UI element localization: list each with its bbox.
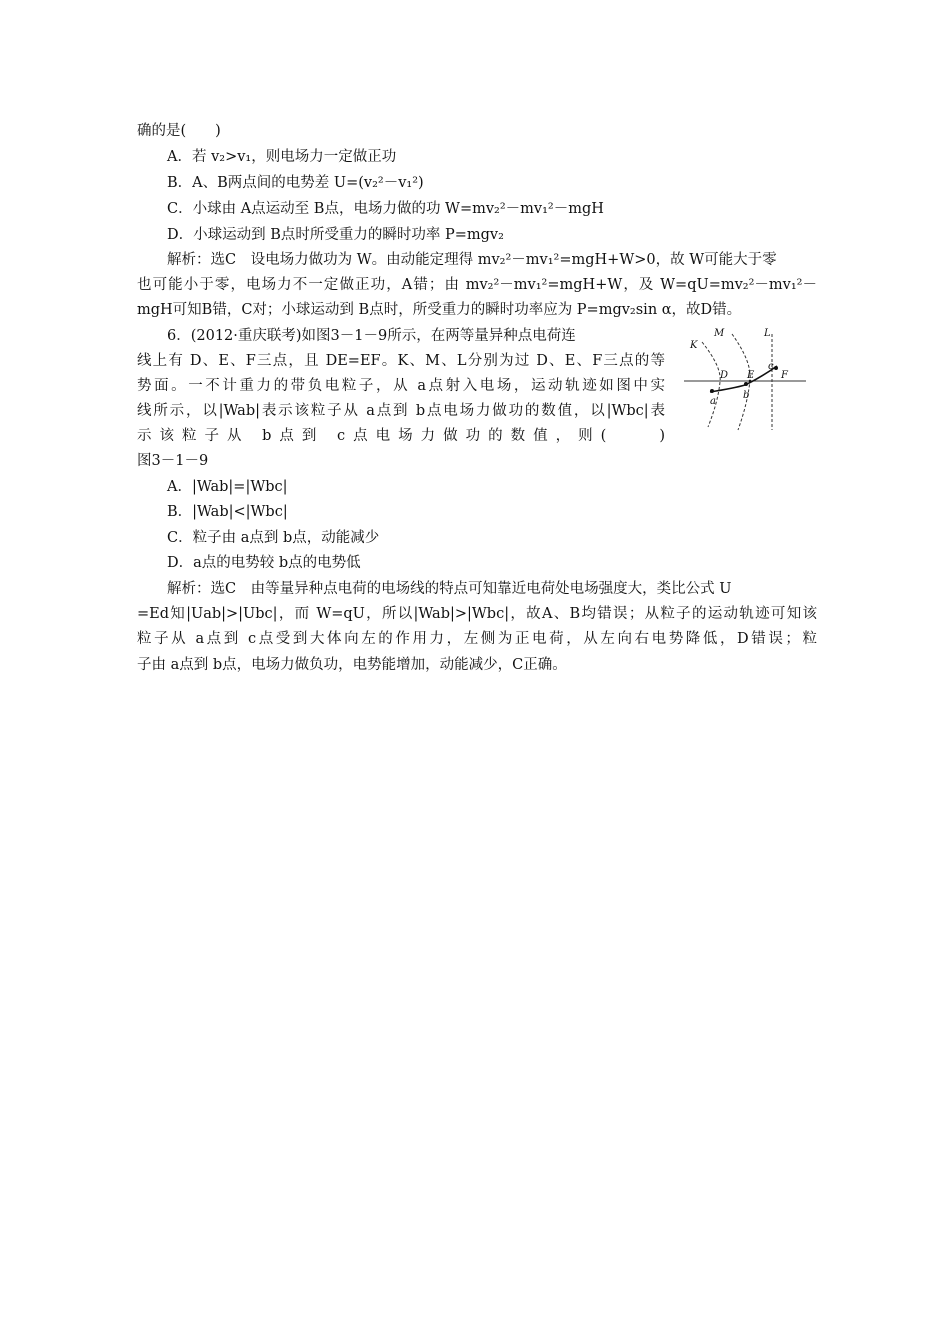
equipotential-k xyxy=(702,342,720,427)
question-line: 线上有 D、E、F三点，且 DE=EF。K、M、L分别为过 D、E、F三点的等 xyxy=(137,353,665,369)
option-c: C．粒子由 a点到 b点，动能减少 xyxy=(167,530,380,546)
question-line: 示该粒子从 b点到 c点电场力做功的数值，则( ) xyxy=(137,428,665,444)
option-a: A．|Wab|=|Wbc| xyxy=(167,479,288,495)
analysis-line: 子由 a点到 b点，电场力做负功，电势能增加，动能减少，C正确。 xyxy=(137,657,567,673)
label-l: L xyxy=(764,328,771,339)
question-line: 势面。一不计重力的带负电粒子，从 a点射入电场，运动轨迹如图中实 xyxy=(137,378,665,394)
point-c xyxy=(774,366,778,370)
option-b: B．|Wab|<|Wbc| xyxy=(167,504,288,520)
question-line: 6．(2012·重庆联考)如图3－1－9所示，在两等量异种点电荷连 xyxy=(167,328,576,344)
figure-caption: 图3－1－9 xyxy=(137,453,209,469)
analysis-line: 粒子从 a点到 c点受到大体向左的作用力，左侧为正电荷，从左向右电势降低，D错误；粒 xyxy=(137,631,817,647)
question-line: 线所示，以|Wab|表示该粒子从 a点到 b点电场力做功的数值，以|Wbc|表 xyxy=(137,403,665,419)
option-b: B．A、B两点间的电势差 U=(v₂²－v₁²) xyxy=(167,175,424,191)
option-a: A．若 v₂>v₁，则电场力一定做正功 xyxy=(167,149,397,165)
option-d: D．a点的电势较 b点的电势低 xyxy=(167,555,361,571)
label-b: b xyxy=(743,390,750,401)
analysis-line: =Ed知|Uab|>|Ubc|，而 W=qU，所以|Wab|>|Wbc|，故A、B均错误；从粒子的运动轨迹可知该 xyxy=(137,606,817,622)
label-f: F xyxy=(781,370,788,381)
analysis-line: 解析：选C 设电场力做功为 W。由动能定理得 mv₂²－mv₁²=mgH+W>0，故 W可能大于零 xyxy=(167,252,777,268)
label-e: E xyxy=(747,370,755,381)
option-c: C．小球由 A点运动至 B点，电场力做的功 W=mv₂²－mv₁²－mgH xyxy=(167,201,604,217)
label-m: M xyxy=(714,328,725,339)
analysis-line: 解析：选C 由等量异种点电荷的电场线的特点可知靠近电荷处电场强度大，类比公式 U xyxy=(167,581,732,597)
text-line: 确的是( ) xyxy=(137,123,221,139)
analysis-line: mgH可知B错，C对；小球运动到 B点时，所受重力的瞬时功率应为 P=mgv₂sin α，故D错。 xyxy=(137,302,742,318)
label-a: a xyxy=(710,396,716,407)
point-b xyxy=(744,382,748,386)
label-k: K xyxy=(690,340,698,351)
equipotential-figure xyxy=(680,322,810,432)
point-a xyxy=(710,389,714,393)
option-d: D．小球运动到 B点时所受重力的瞬时功率 P=mgv₂ xyxy=(167,227,504,243)
analysis-line: 也可能小于零，电场力不一定做正功，A错；由 mv₂²－mv₁²=mgH+W，及 W=qU=mv₂²－mv₁²－ xyxy=(137,277,817,293)
equipotential-m xyxy=(732,334,750,430)
label-c: c xyxy=(768,361,774,372)
label-d: D xyxy=(720,370,729,381)
